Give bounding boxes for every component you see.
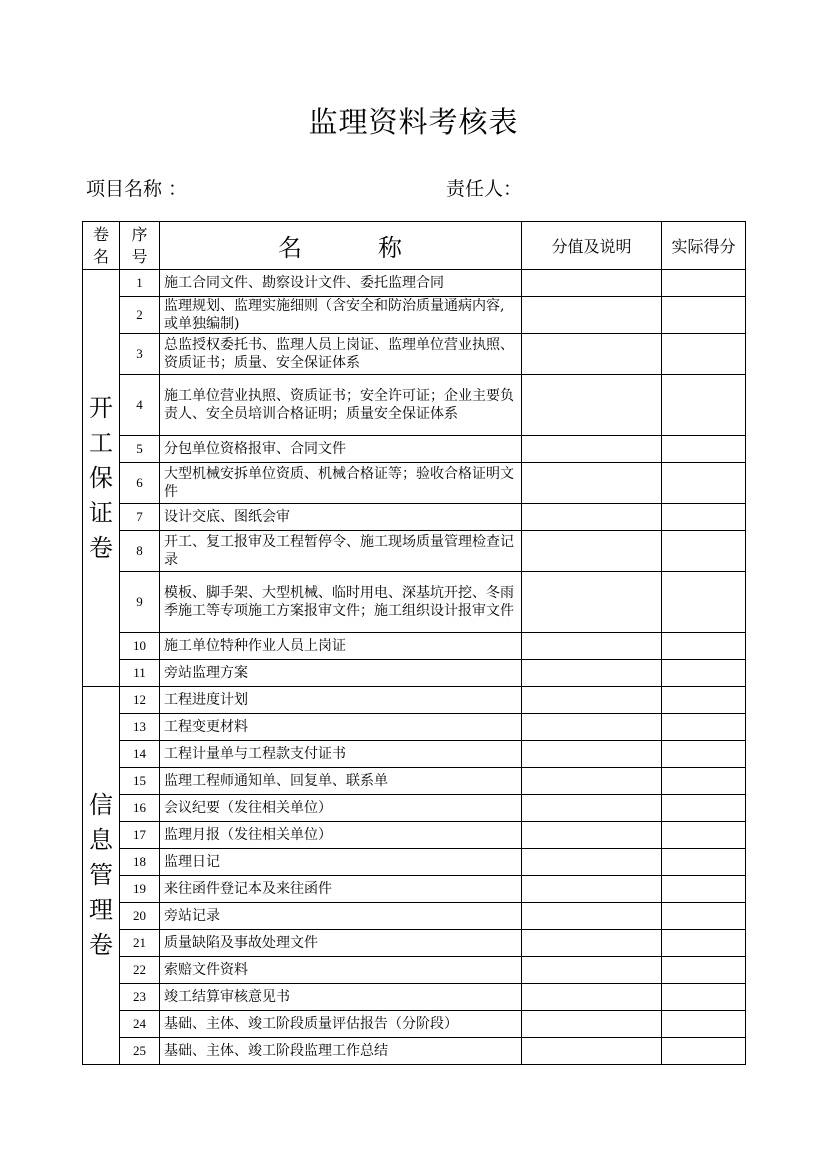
table-row — [83, 436, 746, 463]
score-cell[interactable] — [522, 531, 662, 572]
table-row — [83, 876, 746, 903]
row-number: 15 — [120, 768, 160, 795]
page-title: 监理资料考核表 — [308, 105, 519, 139]
table-row — [83, 633, 746, 660]
score-cell[interactable] — [522, 270, 662, 297]
actual-score-cell[interactable] — [662, 572, 746, 633]
actual-score-cell[interactable] — [662, 903, 746, 930]
actual-score-cell[interactable] — [662, 984, 746, 1011]
row-number: 12 — [120, 687, 160, 714]
item-name: 工程进度计划 — [160, 687, 522, 714]
row-number: 9 — [120, 572, 160, 633]
item-name: 大型机械安拆单位资质、机械合格证等；验收合格证明文件 — [160, 463, 522, 504]
row-number: 24 — [120, 1011, 160, 1038]
item-name: 设计交底、图纸会审 — [160, 504, 522, 531]
score-cell[interactable] — [522, 1011, 662, 1038]
table-row — [83, 504, 746, 531]
table-row — [83, 795, 746, 822]
item-name: 总监授权委托书、监理人员上岗证、监理单位营业执照、资质证书；质量、安全保证体系 — [160, 334, 522, 375]
actual-score-cell[interactable] — [662, 297, 746, 334]
actual-score-cell[interactable] — [662, 1038, 746, 1065]
table-row — [83, 849, 746, 876]
row-number: 14 — [120, 741, 160, 768]
row-number: 4 — [120, 375, 160, 436]
table-row — [83, 660, 746, 687]
responsible-person-label: 责任人： — [446, 178, 523, 200]
table-row — [83, 531, 746, 572]
table-row — [83, 463, 746, 504]
row-number: 13 — [120, 714, 160, 741]
actual-score-cell[interactable] — [662, 849, 746, 876]
row-number: 1 — [120, 270, 160, 297]
row-number: 10 — [120, 633, 160, 660]
item-name: 施工单位营业执照、资质证书；安全许可证；企业主要负责人、安全员培训合格证明；质量安全保证体系 — [160, 375, 522, 436]
row-number: 11 — [120, 660, 160, 687]
actual-score-cell[interactable] — [662, 1011, 746, 1038]
score-cell[interactable] — [522, 822, 662, 849]
item-name: 旁站监理方案 — [160, 660, 522, 687]
item-name: 基础、主体、竣工阶段质量评估报告（分阶段） — [160, 1011, 522, 1038]
score-cell[interactable] — [522, 903, 662, 930]
score-cell[interactable] — [522, 876, 662, 903]
table-row — [83, 903, 746, 930]
header-actual-score: 实际得分 — [662, 222, 746, 270]
table-row — [83, 741, 746, 768]
actual-score-cell[interactable] — [662, 270, 746, 297]
header-seq: 序 号 — [120, 222, 160, 270]
item-name: 监理月报（发往相关单位） — [160, 822, 522, 849]
actual-score-cell[interactable] — [662, 334, 746, 375]
item-name: 会议纪要（发往相关单位） — [160, 795, 522, 822]
actual-score-cell[interactable] — [662, 436, 746, 463]
item-name: 监理工程师通知单、回复单、联系单 — [160, 768, 522, 795]
item-name: 质量缺陷及事故处理文件 — [160, 930, 522, 957]
score-cell[interactable] — [522, 930, 662, 957]
score-cell[interactable] — [522, 849, 662, 876]
row-number: 6 — [120, 463, 160, 504]
score-cell[interactable] — [522, 633, 662, 660]
row-number: 7 — [120, 504, 160, 531]
item-name: 旁站记录 — [160, 903, 522, 930]
score-cell[interactable] — [522, 463, 662, 504]
row-number: 21 — [120, 930, 160, 957]
actual-score-cell[interactable] — [662, 876, 746, 903]
score-cell[interactable] — [522, 504, 662, 531]
score-cell[interactable] — [522, 741, 662, 768]
row-number: 2 — [120, 297, 160, 334]
header-score: 分值及说明 — [522, 222, 662, 270]
row-number: 22 — [120, 957, 160, 984]
row-number: 5 — [120, 436, 160, 463]
actual-score-cell[interactable] — [662, 714, 746, 741]
table-row — [83, 768, 746, 795]
table-row — [83, 714, 746, 741]
score-cell[interactable] — [522, 297, 662, 334]
score-cell[interactable] — [522, 334, 662, 375]
score-cell[interactable] — [522, 436, 662, 463]
table-row — [83, 822, 746, 849]
actual-score-cell[interactable] — [662, 687, 746, 714]
item-name: 施工合同文件、勘察设计文件、委托监理合同 — [160, 270, 522, 297]
table-row — [83, 1011, 746, 1038]
table-row — [83, 297, 746, 334]
table-row — [83, 984, 746, 1011]
item-name: 监理规划、监理实施细则（含安全和防治质量通病内容,或单独编制) — [160, 297, 522, 334]
actual-score-cell[interactable] — [662, 795, 746, 822]
row-number: 16 — [120, 795, 160, 822]
item-name: 来往函件登记本及来往函件 — [160, 876, 522, 903]
item-name: 开工、复工报审及工程暂停令、施工现场质量管理检查记录 — [160, 531, 522, 572]
actual-score-cell[interactable] — [662, 660, 746, 687]
item-name: 索赔文件资料 — [160, 957, 522, 984]
table-row — [83, 930, 746, 957]
actual-score-cell[interactable] — [662, 957, 746, 984]
table-row — [83, 572, 746, 633]
actual-score-cell[interactable] — [662, 463, 746, 504]
item-name: 工程计量单与工程款支付证书 — [160, 741, 522, 768]
table-row — [83, 957, 746, 984]
project-name-label: 项目名称 ： — [86, 178, 188, 200]
score-cell[interactable] — [522, 957, 662, 984]
row-number: 20 — [120, 903, 160, 930]
table-header-row — [83, 222, 746, 270]
actual-score-cell[interactable] — [662, 531, 746, 572]
row-number: 23 — [120, 984, 160, 1011]
score-cell[interactable] — [522, 687, 662, 714]
section-name-cell: 开 工 保 证 卷 — [83, 270, 120, 687]
row-number: 25 — [120, 1038, 160, 1065]
item-name: 竣工结算审核意见书 — [160, 984, 522, 1011]
item-name: 模板、脚手架、大型机械、临时用电、深基坑开挖、冬雨季施工等专项施工方案报审文件；施工组织设计报审文件 — [160, 572, 522, 633]
score-cell[interactable] — [522, 375, 662, 436]
score-cell[interactable] — [522, 714, 662, 741]
row-number: 19 — [120, 876, 160, 903]
actual-score-cell[interactable] — [662, 375, 746, 436]
item-name: 工程变更材料 — [160, 714, 522, 741]
actual-score-cell[interactable] — [662, 822, 746, 849]
header-volume: 卷 名 — [83, 222, 120, 270]
header-name: 名 称 — [160, 222, 522, 270]
actual-score-cell[interactable] — [662, 741, 746, 768]
score-cell[interactable] — [522, 1038, 662, 1065]
row-number: 8 — [120, 531, 160, 572]
row-number: 18 — [120, 849, 160, 876]
actual-score-cell[interactable] — [662, 633, 746, 660]
actual-score-cell[interactable] — [662, 930, 746, 957]
score-cell[interactable] — [522, 768, 662, 795]
section-name-cell: 信 息 管 理 卷 — [83, 687, 120, 1065]
table-row — [83, 687, 746, 714]
item-name: 施工单位特种作业人员上岗证 — [160, 633, 522, 660]
score-cell[interactable] — [522, 984, 662, 1011]
score-cell[interactable] — [522, 572, 662, 633]
row-number: 3 — [120, 334, 160, 375]
score-cell[interactable] — [522, 795, 662, 822]
score-cell[interactable] — [522, 660, 662, 687]
table-row — [83, 1038, 746, 1065]
assessment-table — [82, 221, 746, 1065]
table-row — [83, 334, 746, 375]
table-row — [83, 375, 746, 436]
item-name: 监理日记 — [160, 849, 522, 876]
row-number: 17 — [120, 822, 160, 849]
item-name: 分包单位资格报审、合同文件 — [160, 436, 522, 463]
actual-score-cell[interactable] — [662, 504, 746, 531]
item-name: 基础、主体、竣工阶段监理工作总结 — [160, 1038, 522, 1065]
actual-score-cell[interactable] — [662, 768, 746, 795]
table-row — [83, 270, 746, 297]
